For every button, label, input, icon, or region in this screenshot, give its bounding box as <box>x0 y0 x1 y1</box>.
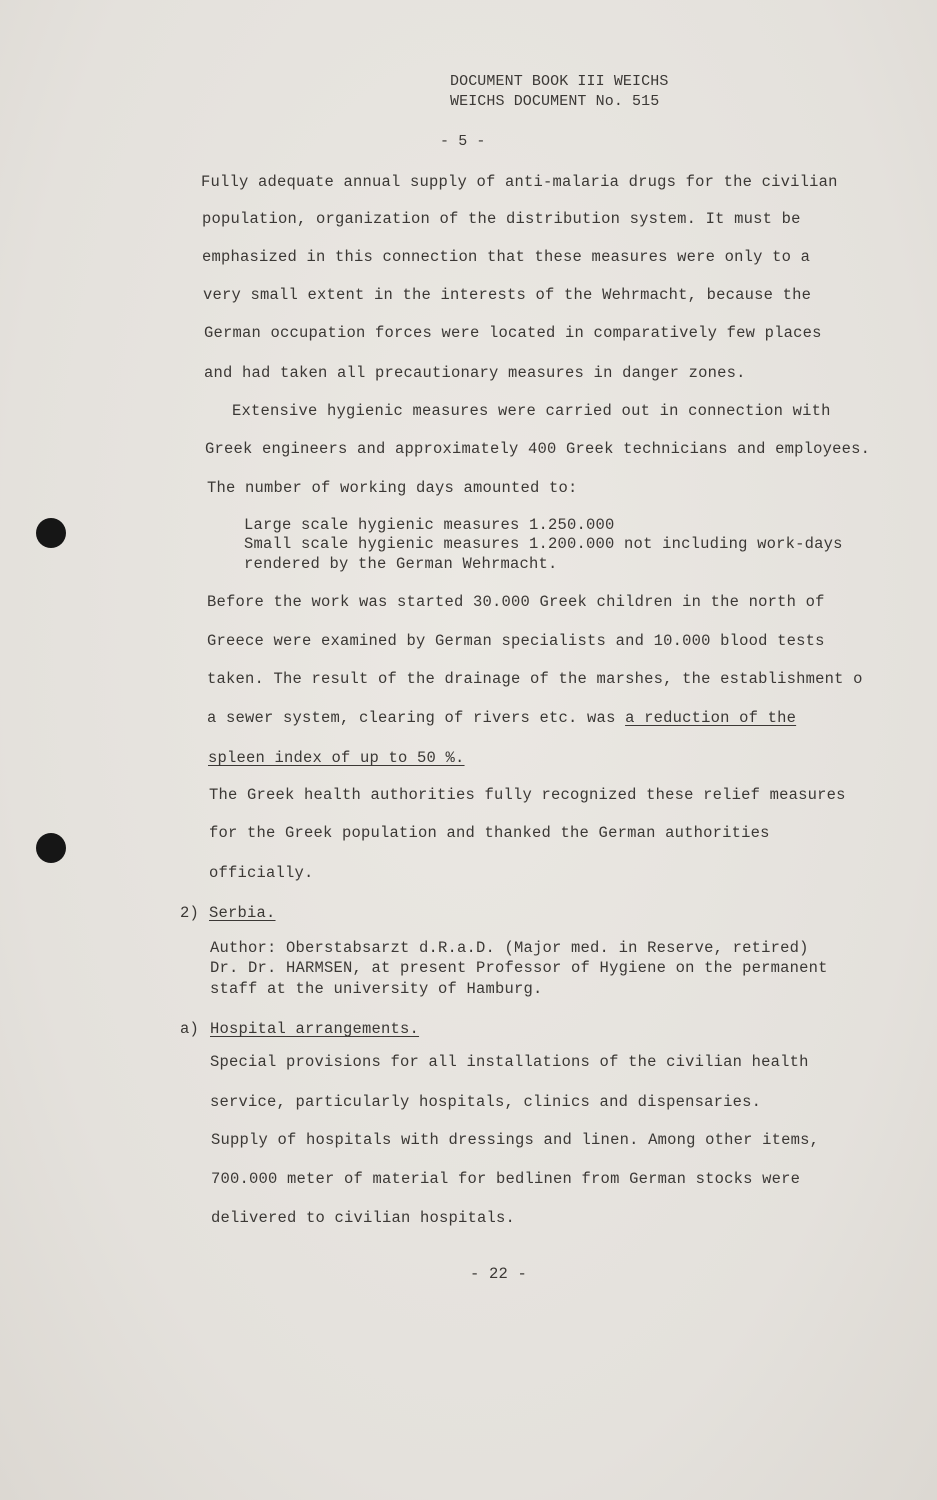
para5-line: Special provisions for all installations of the civilian health <box>210 1053 809 1071</box>
para3-line <box>207 709 796 727</box>
workdays-line: rendered by the German Wehrmacht. <box>244 555 558 573</box>
para5-line: service, particularly hospitals, clinics and dispensaries. <box>210 1093 762 1111</box>
para3-line: Before the work was started 30.000 Greek children in the north of <box>207 593 825 611</box>
para1-line: and had taken all precautionary measures in danger zones. <box>204 364 746 382</box>
author-line: staff at the university of Hamburg. <box>210 980 543 998</box>
document-number-line: WEICHS DOCUMENT No. 515 <box>450 93 660 110</box>
para1-line: population, organization of the distribution system. It must be <box>202 210 801 228</box>
para5-line: delivered to civilian hospitals. <box>211 1209 516 1227</box>
section-2-number: 2) <box>180 904 200 922</box>
underlined-spleen-index: spleen index of up to 50 %. <box>208 749 465 767</box>
section-2-title: Serbia. <box>209 904 276 922</box>
para2-line: The number of working days amounted to: <box>207 479 578 497</box>
document-book-line: DOCUMENT BOOK III WEICHS <box>450 73 669 90</box>
workdays-line: Small scale hygienic measures 1.200.000 not including work-days <box>244 535 843 553</box>
punch-hole-top <box>36 518 66 548</box>
para1-line: emphasized in this connection that these measures were only to a <box>202 248 811 266</box>
page-number: - 22 - <box>470 1265 528 1283</box>
author-line: Dr. Dr. HARMSEN, at present Professor of Hygiene on the permanent <box>210 959 828 977</box>
para1-line: German occupation forces were located in comparatively few places <box>204 324 822 342</box>
section-a-title: Hospital arrangements. <box>210 1020 420 1038</box>
para2-line: Extensive hygienic measures were carried out in connection with <box>232 402 831 420</box>
punch-hole-bottom <box>36 833 66 863</box>
para1-line: Fully adequate annual supply of anti-malaria drugs for the civilian <box>201 173 838 191</box>
para5-line: Supply of hospitals with dressings and linen. Among other items, <box>211 1131 820 1149</box>
para5-line: 700.000 meter of material for bedlinen from German stocks were <box>211 1170 801 1188</box>
page-marker: - 5 - <box>440 133 486 150</box>
underlined-result: a reduction of the <box>625 709 797 727</box>
para4-line: The Greek health authorities fully recognized these relief measures <box>209 786 846 804</box>
workdays-line: Large scale hygienic measures 1.250.000 <box>244 516 615 534</box>
para4-line: officially. <box>209 864 314 882</box>
para3-line: Greece were examined by German specialists and 10.000 blood tests <box>207 632 825 650</box>
para1-line: very small extent in the interests of the Wehrmacht, because the <box>203 286 812 304</box>
para3-line-text: a sewer system, clearing of rivers etc. was <box>207 709 626 727</box>
para3-line: taken. The result of the drainage of the marshes, the establishment o <box>207 670 863 688</box>
para2-line: Greek engineers and approximately 400 Greek technicians and employees. <box>205 440 871 458</box>
para4-line: for the Greek population and thanked the German authorities <box>209 824 770 842</box>
section-a-number: a) <box>180 1020 200 1038</box>
author-line: Author: Oberstabsarzt d.R.a.D. (Major med. in Reserve, retired) <box>210 939 809 957</box>
